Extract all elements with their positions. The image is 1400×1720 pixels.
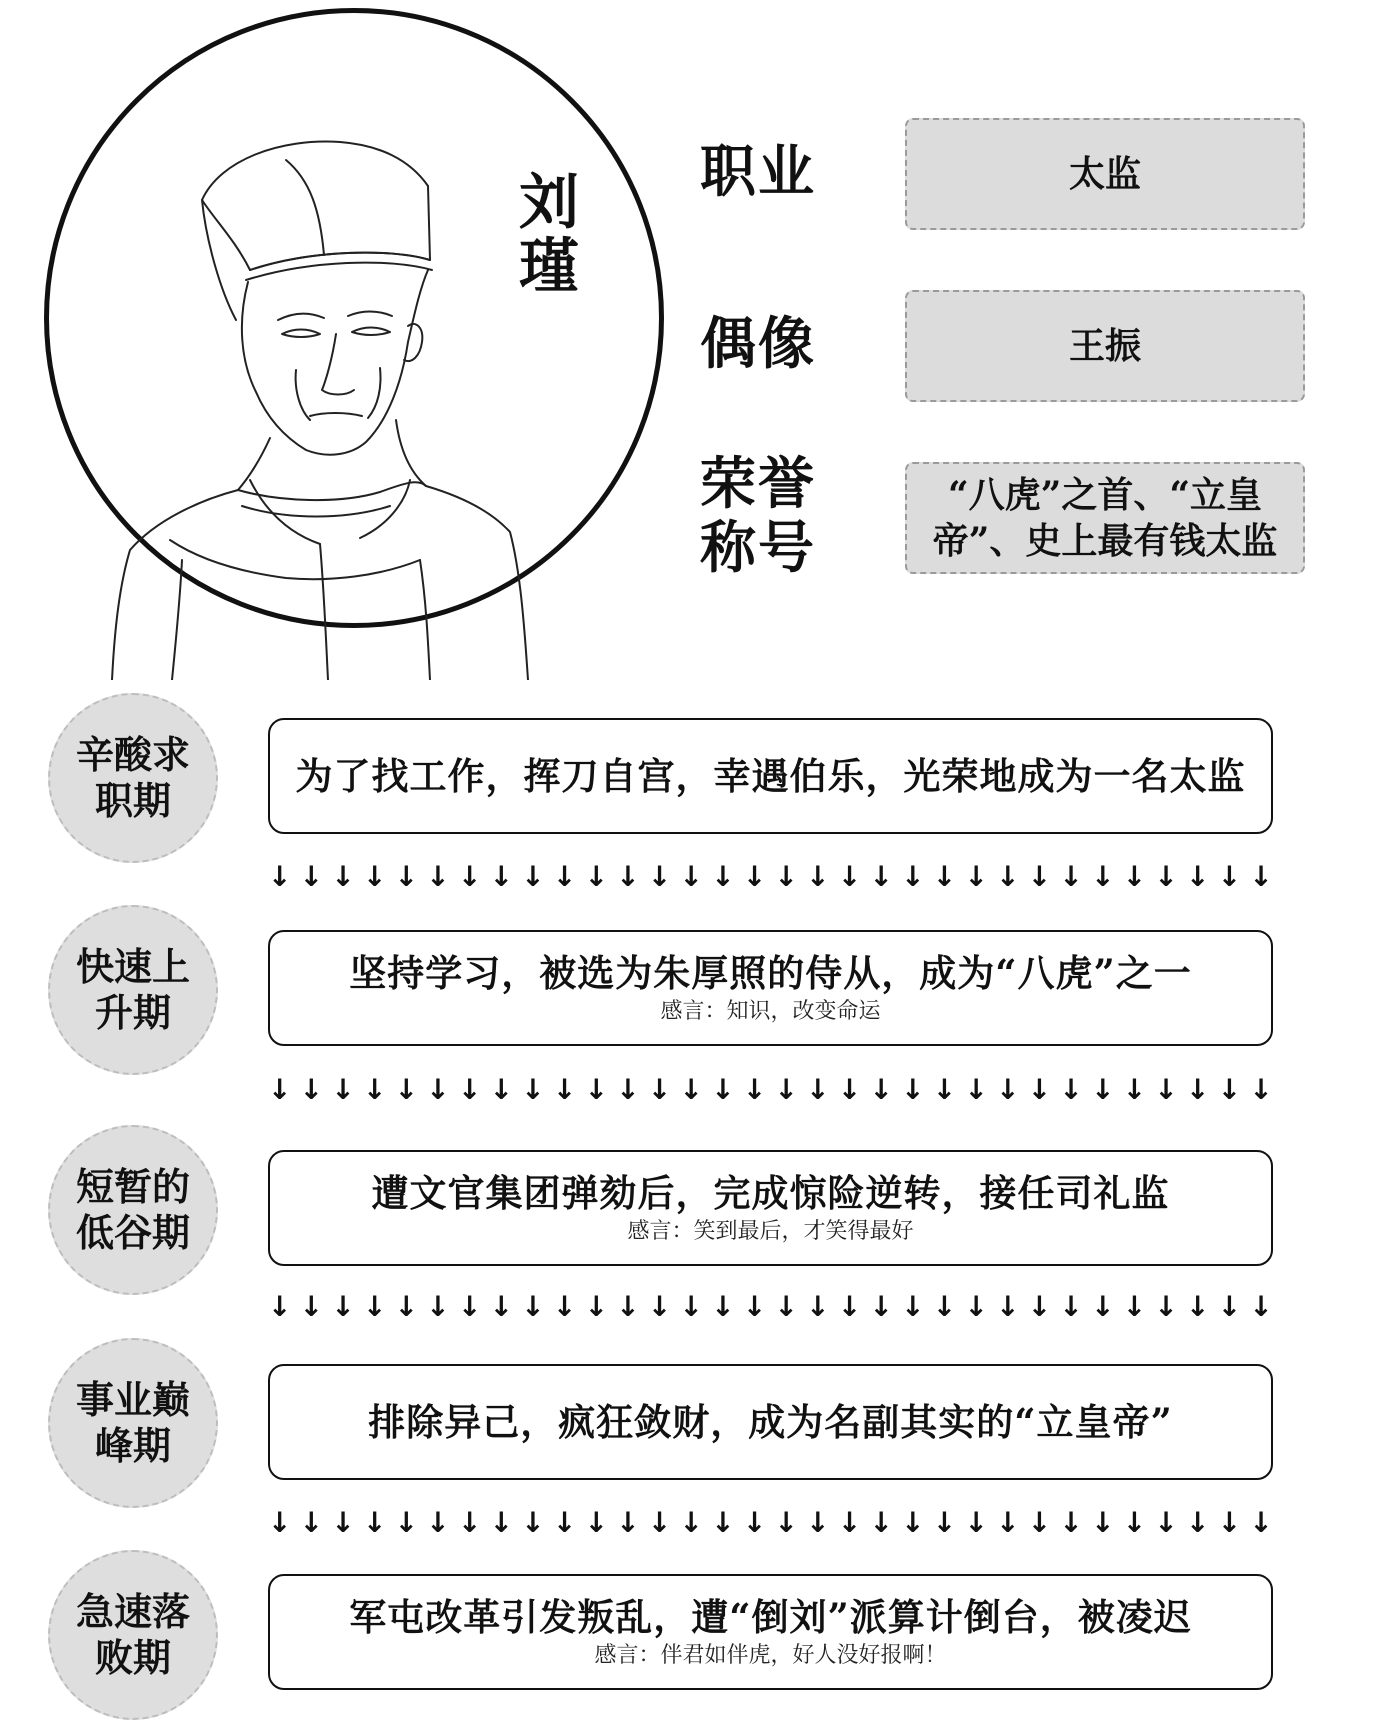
stage-note: 感言：笑到最后，才笑得最好 (627, 1219, 914, 1244)
down-arrow-icon: ↓ (869, 860, 893, 893)
down-arrow-icon: ↓ (521, 1073, 545, 1106)
down-arrow-icon: ↓ (1154, 1290, 1178, 1323)
down-arrow-icon: ↓ (806, 860, 830, 893)
stage-event: 遭文官集团弹劾后，完成惊险逆转，接任司礼监 (371, 1171, 1170, 1215)
down-arrow-icon: ↓ (869, 1506, 893, 1539)
down-arrow-icon: ↓ (1249, 1290, 1273, 1323)
down-arrow-icon: ↓ (711, 860, 735, 893)
profile-value-idol: 王振 (905, 290, 1305, 402)
down-arrow-icon: ↓ (806, 1506, 830, 1539)
down-arrow-icon: ↓ (774, 1506, 798, 1539)
down-arrow-icon: ↓ (1091, 1506, 1115, 1539)
down-arrow-icon: ↓ (742, 1290, 767, 1323)
down-arrow-icon: ↓ (457, 1506, 482, 1539)
down-arrow-icon: ↓ (362, 860, 387, 893)
down-arrow-icon: ↓ (426, 860, 450, 893)
down-arrow-icon: ↓ (679, 1073, 703, 1106)
down-arrow-icon: ↓ (679, 1506, 703, 1539)
down-arrow-icon: ↓ (457, 860, 482, 893)
down-arrow-icon: ↓ (1027, 860, 1052, 893)
down-arrow-icon: ↓ (1154, 1073, 1178, 1106)
stage-event: 军屯改革引发叛乱，遭“倒刘”派算计倒台，被凌迟 (349, 1595, 1192, 1639)
down-arrow-icon: ↓ (806, 1073, 830, 1106)
down-arrow-icon: ↓ (1186, 1506, 1210, 1539)
down-arrow-icon: ↓ (1217, 1506, 1242, 1539)
down-arrow-icon: ↓ (837, 1073, 862, 1106)
down-arrow-icon: ↓ (1186, 1073, 1210, 1106)
down-arrow-icon: ↓ (1154, 860, 1178, 893)
down-arrow-icon: ↓ (584, 1073, 609, 1106)
down-arrow-icon: ↓ (331, 1506, 355, 1539)
stage-card-job-hunting (268, 718, 1273, 834)
stage-label-rapid-rise: 快速上升期 (48, 905, 218, 1075)
down-arrow-icon: ↓ (268, 1506, 292, 1539)
down-arrow-icon: ↓ (964, 1290, 988, 1323)
down-arrow-icon: ↓ (996, 1506, 1020, 1539)
down-arrow-icon: ↓ (901, 1506, 925, 1539)
down-arrow-icon: ↓ (1059, 860, 1083, 893)
down-arrow-icon: ↓ (521, 860, 545, 893)
down-arrow-icon: ↓ (489, 860, 514, 893)
stage-card-rapid-rise (268, 930, 1273, 1046)
down-arrow-icon: ↓ (1249, 860, 1273, 893)
down-arrow-icon: ↓ (489, 1073, 514, 1106)
down-arrow-icon: ↓ (1059, 1290, 1083, 1323)
stage-label-downfall: 急速落败期 (48, 1550, 218, 1720)
down-arrow-icon: ↓ (1059, 1073, 1083, 1106)
down-arrow-icon: ↓ (299, 1290, 324, 1323)
down-arrow-icon: ↓ (457, 1073, 482, 1106)
profile-label-honor: 荣誉称号 (700, 451, 816, 581)
down-arrow-icon: ↓ (932, 1290, 957, 1323)
down-arrow-icon: ↓ (711, 1290, 735, 1323)
down-arrow-icon: ↓ (1027, 1290, 1052, 1323)
down-arrow-icon: ↓ (932, 1506, 957, 1539)
down-arrow-icon: ↓ (1249, 1506, 1273, 1539)
down-arrow-icon: ↓ (1027, 1073, 1052, 1106)
down-arrow-icon: ↓ (584, 1290, 609, 1323)
person-name: 刘瑾 (509, 170, 579, 298)
down-arrow-icon: ↓ (552, 1073, 577, 1106)
down-arrow-icon: ↓ (1091, 860, 1115, 893)
down-arrow-icon: ↓ (489, 1506, 514, 1539)
down-arrow-icon: ↓ (331, 1073, 355, 1106)
stage-label-low-point: 短暂的低谷期 (48, 1125, 218, 1295)
down-arrow-icon: ↓ (362, 1073, 387, 1106)
down-arrow-icon: ↓ (901, 1073, 925, 1106)
down-arrow-icon: ↓ (837, 860, 862, 893)
down-arrow-icon: ↓ (521, 1290, 545, 1323)
down-arrow-icon: ↓ (426, 1073, 450, 1106)
down-arrow-icon: ↓ (647, 1506, 672, 1539)
down-arrow-icon: ↓ (774, 860, 798, 893)
down-arrow-icon: ↓ (679, 860, 703, 893)
stage-event: 坚持学习，被选为朱厚照的侍从，成为“八虎”之一 (349, 951, 1192, 995)
down-arrow-icon: ↓ (1186, 1290, 1210, 1323)
down-arrow-icon: ↓ (1091, 1290, 1115, 1323)
stage-card-downfall (268, 1574, 1273, 1690)
arrow-row (268, 860, 1273, 894)
down-arrow-icon: ↓ (837, 1290, 862, 1323)
down-arrow-icon: ↓ (457, 1290, 482, 1323)
profile-value-honor: “八虎”之首、“立皇帝”、史上最有钱太监 (905, 462, 1305, 574)
down-arrow-icon: ↓ (964, 1506, 988, 1539)
down-arrow-icon: ↓ (679, 1290, 703, 1323)
down-arrow-icon: ↓ (774, 1073, 798, 1106)
down-arrow-icon: ↓ (268, 1073, 292, 1106)
down-arrow-icon: ↓ (1122, 1290, 1147, 1323)
stage-event: 为了找工作，挥刀自宫，幸遇伯乐，光荣地成为一名太监 (295, 754, 1246, 798)
arrow-row (268, 1073, 1273, 1107)
down-arrow-icon: ↓ (996, 1073, 1020, 1106)
stage-label-job-hunting: 辛酸求职期 (48, 693, 218, 863)
down-arrow-icon: ↓ (996, 860, 1020, 893)
down-arrow-icon: ↓ (711, 1073, 735, 1106)
down-arrow-icon: ↓ (711, 1506, 735, 1539)
down-arrow-icon: ↓ (1249, 1073, 1273, 1106)
down-arrow-icon: ↓ (299, 860, 324, 893)
down-arrow-icon: ↓ (774, 1290, 798, 1323)
stage-label-peak: 事业巅峰期 (48, 1338, 218, 1508)
down-arrow-icon: ↓ (584, 1506, 609, 1539)
down-arrow-icon: ↓ (426, 1290, 450, 1323)
down-arrow-icon: ↓ (964, 860, 988, 893)
down-arrow-icon: ↓ (869, 1073, 893, 1106)
down-arrow-icon: ↓ (837, 1506, 862, 1539)
down-arrow-icon: ↓ (742, 1073, 767, 1106)
down-arrow-icon: ↓ (489, 1290, 514, 1323)
down-arrow-icon: ↓ (552, 860, 577, 893)
stage-note: 感言：伴君如伴虎，好人没好报啊！ (594, 1643, 947, 1668)
down-arrow-icon: ↓ (584, 860, 609, 893)
down-arrow-icon: ↓ (268, 1290, 292, 1323)
down-arrow-icon: ↓ (964, 1073, 988, 1106)
down-arrow-icon: ↓ (616, 1506, 640, 1539)
down-arrow-icon: ↓ (742, 1506, 767, 1539)
stage-card-peak (268, 1364, 1273, 1480)
down-arrow-icon: ↓ (299, 1073, 324, 1106)
down-arrow-icon: ↓ (901, 1290, 925, 1323)
arrow-row (268, 1506, 1273, 1540)
down-arrow-icon: ↓ (647, 860, 672, 893)
stage-card-low-point (268, 1150, 1273, 1266)
down-arrow-icon: ↓ (1186, 860, 1210, 893)
down-arrow-icon: ↓ (362, 1290, 387, 1323)
profile-label-occupation: 职业 (700, 139, 816, 205)
down-arrow-icon: ↓ (1154, 1506, 1178, 1539)
down-arrow-icon: ↓ (1122, 1506, 1147, 1539)
down-arrow-icon: ↓ (552, 1290, 577, 1323)
down-arrow-icon: ↓ (331, 1290, 355, 1323)
down-arrow-icon: ↓ (1217, 1290, 1242, 1323)
down-arrow-icon: ↓ (647, 1073, 672, 1106)
down-arrow-icon: ↓ (1059, 1506, 1083, 1539)
down-arrow-icon: ↓ (901, 860, 925, 893)
down-arrow-icon: ↓ (394, 860, 419, 893)
down-arrow-icon: ↓ (394, 1073, 419, 1106)
profile-value-occupation: 太监 (905, 118, 1305, 230)
down-arrow-icon: ↓ (1091, 1073, 1115, 1106)
down-arrow-icon: ↓ (1122, 1073, 1147, 1106)
down-arrow-icon: ↓ (1217, 860, 1242, 893)
down-arrow-icon: ↓ (742, 860, 767, 893)
down-arrow-icon: ↓ (647, 1290, 672, 1323)
down-arrow-icon: ↓ (616, 1073, 640, 1106)
arrow-row (268, 1290, 1273, 1324)
down-arrow-icon: ↓ (362, 1506, 387, 1539)
profile-label-idol: 偶像 (700, 311, 816, 377)
down-arrow-icon: ↓ (394, 1290, 419, 1323)
down-arrow-icon: ↓ (268, 860, 292, 893)
down-arrow-icon: ↓ (806, 1290, 830, 1323)
down-arrow-icon: ↓ (299, 1506, 324, 1539)
stage-event: 排除异己，疯狂敛财，成为名副其实的“立皇帝” (368, 1400, 1173, 1444)
down-arrow-icon: ↓ (869, 1290, 893, 1323)
down-arrow-icon: ↓ (521, 1506, 545, 1539)
down-arrow-icon: ↓ (996, 1290, 1020, 1323)
down-arrow-icon: ↓ (426, 1506, 450, 1539)
down-arrow-icon: ↓ (616, 860, 640, 893)
down-arrow-icon: ↓ (616, 1290, 640, 1323)
down-arrow-icon: ↓ (552, 1506, 577, 1539)
stage-note: 感言：知识，改变命运 (660, 999, 881, 1024)
down-arrow-icon: ↓ (1122, 860, 1147, 893)
down-arrow-icon: ↓ (331, 860, 355, 893)
down-arrow-icon: ↓ (1027, 1506, 1052, 1539)
down-arrow-icon: ↓ (394, 1506, 419, 1539)
down-arrow-icon: ↓ (1217, 1073, 1242, 1106)
down-arrow-icon: ↓ (932, 860, 957, 893)
down-arrow-icon: ↓ (932, 1073, 957, 1106)
